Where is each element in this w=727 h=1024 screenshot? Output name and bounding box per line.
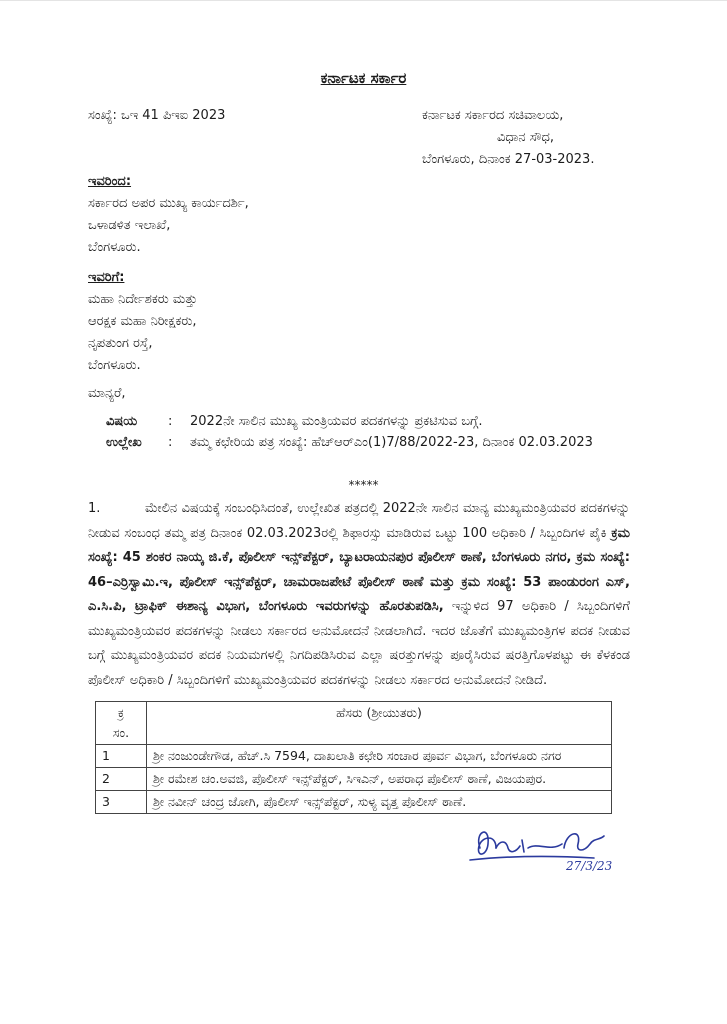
office-line: ಕರ್ನಾಟಕ ಸರ್ಕಾರದ ಸಚಿವಾಲಯ, <box>422 108 564 123</box>
serial-cell: 1 <box>96 745 147 768</box>
name-cell: ಶ್ರೀ ನಂಜುಂಡೇಗೌಡ, ಹೆಚ್.ಸಿ 7594, ದಾಖಲಾತಿ ಕಛೇರಿ ಸಂಚಾರ ಪೂರ್ವ ವಿಭಾಗ, ಬೆಂಗಳೂರು ನಗರ <box>147 745 612 768</box>
office-line: ವಿಧಾನ ಸೌಧ, <box>497 130 555 145</box>
from-line: ಒಳಾಡಳಿತ ಇಲಾಖೆ, <box>88 218 171 233</box>
table-row <box>96 745 612 768</box>
from-block <box>88 171 249 259</box>
subject-text: 2022ನೇ ಸಾಲಿನ ಮುಖ್ಯ ಮಂತ್ರಿಯವರ ಪದಕಗಳನ್ನು ಪ್ರಕಟಿಸುವ ಬಗ್ಗೆ. <box>190 414 483 429</box>
salutation: ಮಾನ್ಯರೆ, <box>88 386 126 401</box>
to-block <box>88 267 197 377</box>
reference-colon: : <box>168 435 173 450</box>
serial-header-line: ಸಂ. <box>112 725 130 740</box>
subject-colon: : <box>168 414 173 429</box>
to-label: ಇವರಿಗೆ: <box>88 270 125 285</box>
from-line: ಬೆಂಗಳೂರು. <box>88 240 141 255</box>
signature-date: 27/3/23 <box>566 859 613 873</box>
serial-cell: 3 <box>96 791 147 814</box>
table-row <box>96 791 612 814</box>
document-title: ಕರ್ನಾಟಕ ಸರ್ಕಾರ <box>320 69 407 87</box>
paragraph-number: 1. <box>88 501 101 516</box>
paragraph-text: ಇನ್ನುಳಿದ 97 ಅಧಿಕಾರಿ / ಸಿಬ್ಬಂದಿಗಳಿಗೆ ಮುಖ್ಯಮಂತ್ರಿಯವರ ಪದಕಗಳನ್ನು ನೀಡಲು ಸರ್ಕಾರದ ಅನುಮೋದನೆ ನೀಡಲಾಗಿದೆ. ಇದರ ಜೊತೆಗೆ ಮುಖ್ಯಮಂತ್ರಿಗಳ ಪದಕ ನೀಡುವ ಬಗ್ಗೆ ಮುಖ್ಯಮಂತ್ರಿಯವರ ಪದಕ ನಿಯಮಗಳಲ್ಲಿ ನಿಗದಿಪಡಿಸಿರುವ ಎಲ್ಲಾ ಷರತ್ತುಗಳನ್ನು ಪೂರೈಸಿರುವ ಷರತ್ತಿಗೊಳಪಟ್ಟು ಈ ಕೆಳಕಂಡ ಪೊಲೀಸ್ ಅಧಿಕಾರಿ / ಸಿಬ್ಬಂದಿಗಳಿಗೆ ಮುಖ್ಯಮಂತ್ರಿಯವರ ಪದಕಗಳನ್ನು ನೀಡಲು ಸರ್ಕಾರದ ಅನುಮೋದನೆ ನೀಡಿದೆ. <box>88 599 630 688</box>
handwritten-signature <box>466 818 626 874</box>
table-row <box>96 768 612 791</box>
serial-header <box>96 702 147 745</box>
to-line: ಆರಕ್ಷಕ ಮಹಾ ನಿರೀಕ್ಷಕರು, <box>88 314 197 329</box>
serial-cell: 2 <box>96 768 147 791</box>
table-header-row <box>96 702 612 745</box>
order-number: ಸಂಖ್ಯೆ: ಒಇ 41 ಪಿಇಐ 2023 <box>88 108 226 123</box>
name-cell: ಶ್ರೀ ರಮೇಶ ಚಂ.ಅವಜಿ, ಪೊಲೀಸ್ ಇನ್ಸ್‌ಪೆಕ್ಟರ್, ಸಿಇಎನ್, ಅಪರಾಧ ಪೊಲೀಸ್ ಠಾಣೆ, ವಿಜಯಪುರ. <box>147 768 612 791</box>
signature-strokes <box>470 832 604 860</box>
from-label: ಇವರಿಂದ: <box>88 174 132 189</box>
serial-header-line: ಕ್ರ <box>117 705 125 720</box>
name-header: ಹೆಸರು (ಶ್ರೀಯುತರು) <box>147 702 612 745</box>
to-line: ನೃಪತುಂಗ ರಸ್ತೆ, <box>88 336 153 351</box>
to-line: ಬೆಂಗಳೂರು. <box>88 358 141 373</box>
name-cell: ಶ್ರೀ ನವೀನ್ ಚಂದ್ರ ಜೋಗಿ, ಪೊಲೀಸ್ ಇನ್ಸ್‌ಪೆಕ್ಟರ್, ಸುಳ್ಯ ವೃತ್ತ ಪೊಲೀಸ್ ಠಾಣೆ. <box>147 791 612 814</box>
awardees-table <box>95 701 612 814</box>
paragraph-text: ಮೇಲಿನ ವಿಷಯಕ್ಕೆ ಸಂಬಂಧಿಸಿದಂತೆ, ಉಲ್ಲೇಖಿತ ಪತ್ರದಲ್ಲಿ 2022ನೇ ಸಾಲಿನ ಮಾನ್ಯ ಮುಖ್ಯಮಂತ್ರಿಯವರ ಪದಕಗಳನ್ನು ನೀಡುವ ಸಂಬಂಧ ತಮ್ಮ ಪತ್ರ ದಿನಾಂಕ 02.03.2023ರಲ್ಲಿ ಶಿಫಾರಸ್ಸು ಮಾಡಿರುವ ಒಟ್ಟು 100 ಅಧಿಕಾರಿ / ಸಿಬ್ಬಂದಿಗಳ ಪೈಕಿ <box>88 501 630 541</box>
paragraph-1 <box>88 497 630 693</box>
body-content <box>88 497 630 878</box>
office-address <box>422 105 637 171</box>
subject-reference-block <box>106 411 636 453</box>
to-line: ಮಹಾ ನಿರ್ದೇಶಕರು ಮತ್ತು <box>88 292 198 307</box>
reference-text: ತಮ್ಮ ಕಛೇರಿಯ ಪತ್ರ ಸಂಖ್ಯೆ: ಹೆಚ್‌ಆರ್‌ಎಂ(1)7/88/2022-23, ದಿನಾಂಕ 02.03.2023 <box>190 435 593 450</box>
from-line: ಸರ್ಕಾರದ ಅಪರ ಮುಖ್ಯ ಕಾರ್ಯದರ್ಶಿ, <box>88 196 249 211</box>
office-date-line: ಬೆಂಗಳೂರು, ದಿನಾಂಕ 27-03-2023. <box>422 152 595 167</box>
reference-label: ಉಲ್ಲೇಖ <box>106 435 142 450</box>
separator-stars: ***** <box>348 478 379 492</box>
paragraph-bold-text: ಕ್ರಮ ಸಂಖ್ಯೆ: 45 ಶಂಕರ ನಾಯ್ಕ ಜಿ.ಕೆ, ಪೊಲೀಸ್ ಇನ್ಸ್‌ಪೆಕ್ಟರ್, ಬ್ಯಾಟರಾಯನಪುರ ಪೊಲೀಸ್ ಠಾಣೆ, ಬೆಂಗಳೂರು ನಗರ, ಕ್ರಮ ಸಂಖ್ಯೆ: 46–ಎರ್ರಿಸ್ವಾಮಿ.ಇ, ಪೊಲೀಸ್ ಇನ್ಸ್‌ಪೆಕ್ಟರ್, ಚಾಮರಾಜಪೇಟೆ ಪೊಲೀಸ್ ಠಾಣೆ ಮತ್ತು ಕ್ರಮ ಸಂಖ್ಯೆ: 53 ಪಾಂಡುರಂಗ ಎಸ್, ಎ.ಸಿ.ಪಿ, ಟ್ರಾಫಿಕ್ ಈಶಾನ್ಯ ವಿಭಾಗ, ಬೆಂಗಳೂರು ಇವರುಗಳನ್ನು ಹೊರತುಪಡಿಸಿ, <box>88 525 630 614</box>
subject-label: ವಿಷಯ <box>106 414 138 429</box>
